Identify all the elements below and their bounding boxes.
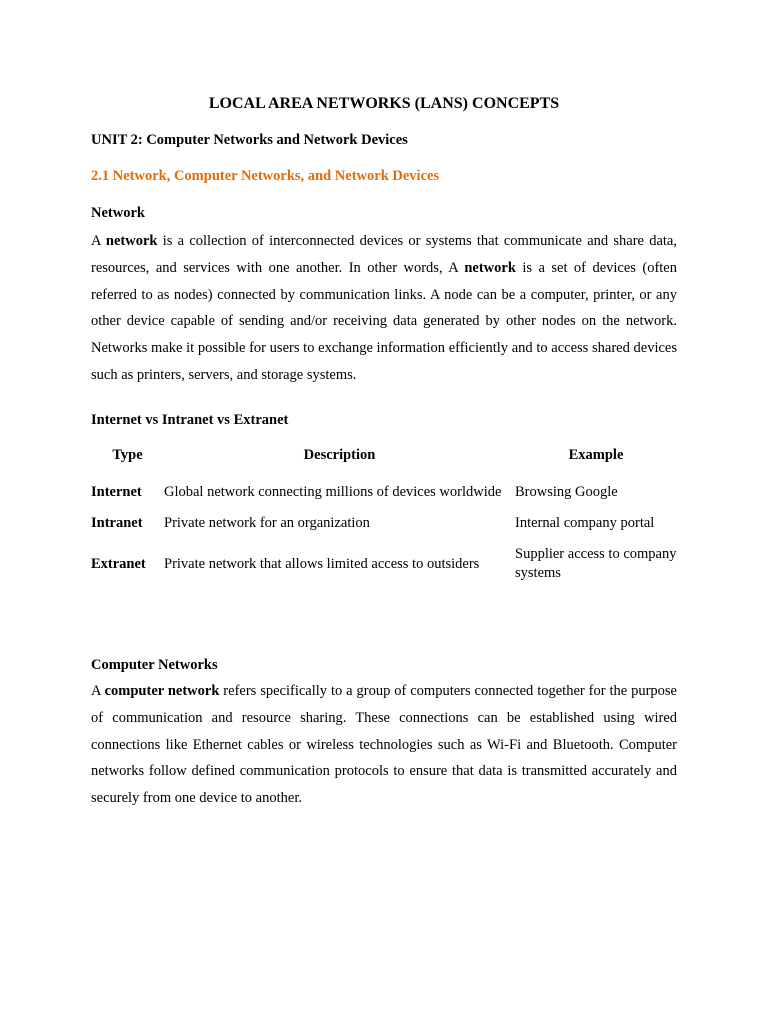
description-cell: Private network for an organization (164, 515, 370, 531)
example-cell: Browsing Google (515, 484, 618, 500)
example-cell: Supplier access to company systems (515, 546, 677, 581)
network-term: network (105, 233, 158, 249)
column-header-description: Description (303, 447, 376, 463)
table-row (91, 477, 677, 508)
table-header-row (91, 442, 677, 477)
network-paragraph: A network is a collection of interconnected devices or systems that communicate and share data, resources, and services with one another. In other words, A network is a set of devices (often referred to as nodes) connected by communication links. A node can be a computer, printer, or any other device capable of sending and/or receiving data generated by other nodes on the network. Networks make it possible for users to exchange information efficiently and to access shared devices such as printers, servers, and storage systems. (91, 233, 677, 383)
description-cell: Global network connecting millions of devices worldwide (164, 484, 502, 500)
section-heading: 2.1 Network, Computer Networks, and Network Devices (91, 168, 440, 184)
column-header-example: Example (568, 447, 624, 463)
comparison-heading: Internet vs Intranet vs Extranet (91, 412, 289, 428)
description-cell: Private network that allows limited access to outsiders (164, 555, 480, 572)
unit-heading: UNIT 2: Computer Networks and Network Devices (91, 132, 408, 148)
network-term: network (464, 259, 516, 276)
computer-network-term: computer network (104, 683, 220, 699)
document-title: LOCAL AREA NETWORKS (LANS) CONCEPTS (208, 95, 560, 112)
network-types-table (91, 442, 677, 589)
computer-networks-paragraph: A computer network refers specifically to a group of computers connected together for the purpose of communication and resource sharing. These connections can be established using wired connections like Ethernet cables or wireless technologies such as Wi-Fi and Bluetooth. Computer networks follow defined communication protocols to ensure that data is transmitted accurately and securely from one device to another. (91, 683, 677, 807)
type-cell: Internet (91, 484, 142, 500)
table-row (91, 539, 677, 589)
computer-networks-heading: Computer Networks (91, 657, 218, 673)
type-cell: Intranet (91, 515, 143, 531)
network-heading: Network (91, 205, 145, 221)
example-cell: Internal company portal (515, 515, 655, 531)
column-header-type: Type (112, 447, 143, 463)
type-cell: Extranet (91, 555, 146, 572)
table-row (91, 508, 677, 539)
